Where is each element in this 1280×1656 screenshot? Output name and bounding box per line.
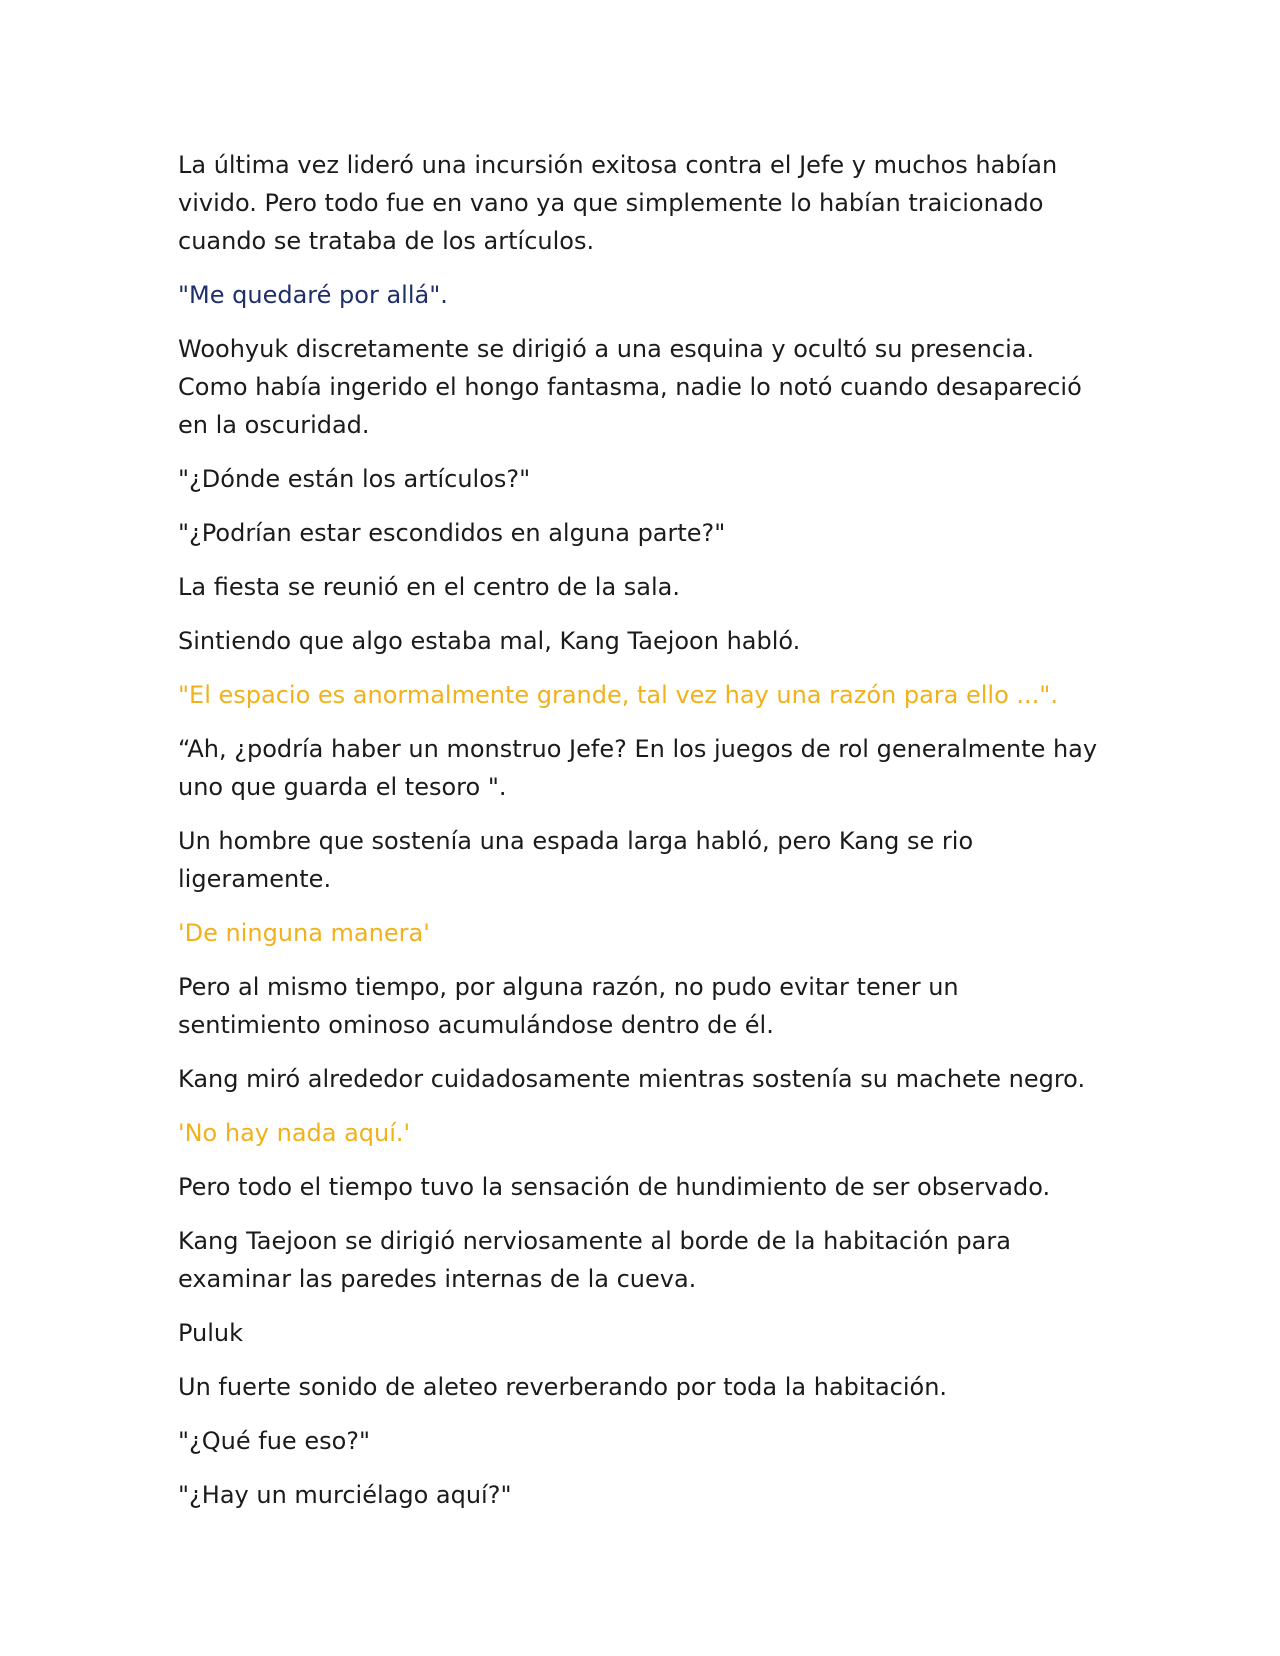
dialogue-line: “Ah, ¿podría haber un monstruo Jefe? En los juegos de rol generalmente hay uno que guarda el tesoro ". [178,735,1098,801]
paragraph: Pero al mismo tiempo, por alguna razón, no pudo evitar tener un sentimiento ominoso acumulándose dentro de él. [178,973,959,1039]
dialogue-line: "Me quedaré por allá". [178,281,448,309]
dialogue-line: "¿Podrían estar escondidos en alguna parte?" [178,519,726,547]
dialogue-line: "El espacio es anormalmente grande, tal vez hay una razón para ello ...". [178,681,1058,709]
dialogue-line: "¿Qué fue eso?" [178,1427,371,1455]
thought-line: 'De ninguna manera' [178,919,430,947]
paragraph: Sintiendo que algo estaba mal, Kang Taejoon habló. [178,627,801,655]
paragraph: Un fuerte sonido de aleteo reverberando por toda la habitación. [178,1373,948,1401]
paragraph: Woohyuk discretamente se dirigió a una esquina y ocultó su presencia. Como había ingerido el hongo fantasma, nadie lo notó cuando desapareció en la oscuridad. [178,335,1082,439]
paragraph: Kang miró alrededor cuidadosamente mientras sostenía su machete negro. [178,1065,1086,1093]
paragraph: Un hombre que sostenía una espada larga habló, pero Kang se rio ligeramente. [178,827,974,893]
paragraph: La última vez lideró una incursión exitosa contra el Jefe y muchos habían vivido. Pero todo fue en vano ya que simplemente lo habían traicionado cuando se trataba de los artículos. [178,151,1058,255]
document-body [178,146,1108,1530]
paragraph: Kang Taejoon se dirigió nerviosamente al borde de la habitación para examinar las paredes internas de la cueva. [178,1227,1011,1293]
thought-line: 'No hay nada aquí.' [178,1119,411,1147]
paragraph: Pero todo el tiempo tuvo la sensación de hundimiento de ser observado. [178,1173,1051,1201]
paragraph: La fiesta se reunió en el centro de la sala. [178,573,680,601]
dialogue-line: "¿Hay un murciélago aquí?" [178,1481,512,1509]
dialogue-line: "¿Dónde están los artículos?" [178,465,531,493]
sound-effect-line: Puluk [178,1319,244,1347]
